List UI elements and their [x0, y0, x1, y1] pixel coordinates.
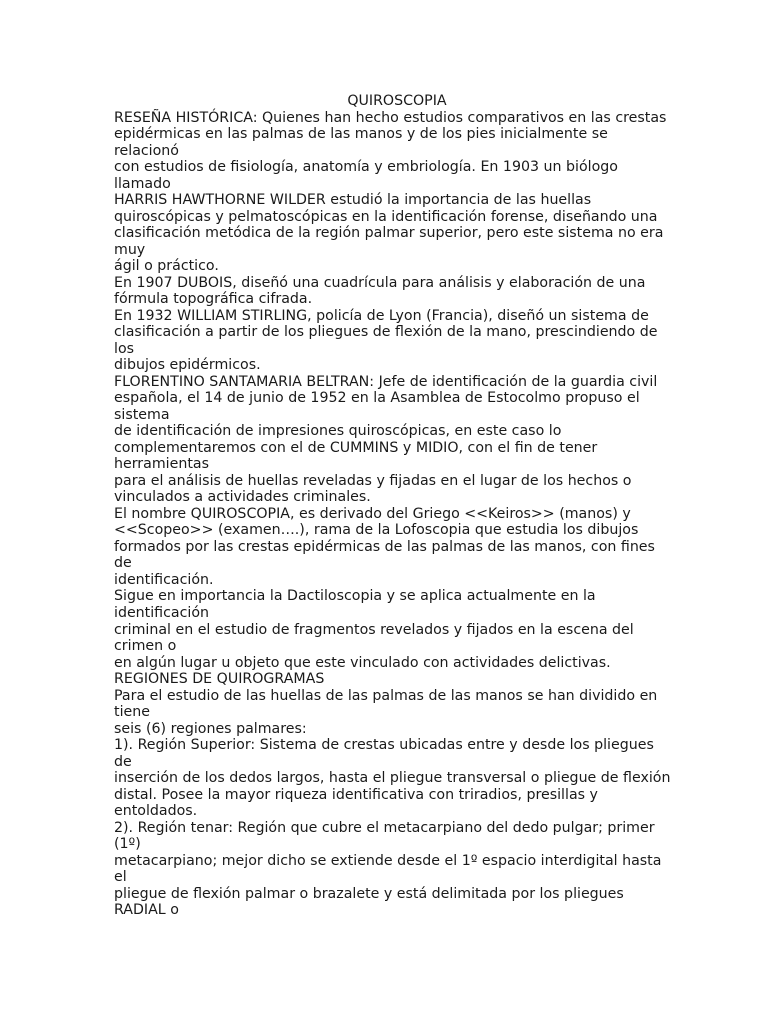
text-line: inserción de los dedos largos, hasta el pliegue transversal o pliegue de flexión [114, 770, 671, 787]
text-line: de identificación de impresiones quiroscópicas, en este caso lo [114, 423, 562, 440]
text-line: HARRIS HAWTHORNE WILDER estudió la importancia de las huellas [114, 192, 592, 209]
document-body [114, 110, 674, 919]
text-line: entoldados. [114, 803, 198, 820]
text-line: sistema [114, 406, 170, 423]
text-line: con estudios de fisiología, anatomía y embriología. En 1903 un biólogo [114, 159, 618, 176]
text-line: REGIONES DE QUIROGRAMAS [114, 671, 325, 688]
text-line: identificación [114, 604, 210, 621]
text-line: 2). Región tenar: Región que cubre el metacarpiano del dedo pulgar; primer [114, 819, 655, 836]
text-line: para el análisis de huellas reveladas y fijadas en el lugar de los hechos o [114, 472, 632, 489]
text-line: española, el 14 de junio de 1952 en la Asamblea de Estocolmo propuso el [114, 390, 640, 407]
text-line: llamado [114, 175, 171, 192]
text-line: En 1932 WILLIAM STIRLING, policía de Lyon (Francia), diseñó un sistema de [114, 307, 649, 324]
text-line: Sigue en importancia la Dactiloscopia y se aplica actualmente en la [114, 588, 596, 605]
text-line: identificación. [114, 571, 214, 588]
text-line: Para el estudio de las huellas de las palmas de las manos se han dividido en [114, 687, 658, 704]
text-line: formados por las crestas epidérmicas de las palmas de las manos, con fines [114, 538, 655, 555]
text-line: El nombre QUIROSCOPIA, es derivado del Griego <<Keiros>> (manos) y [114, 505, 631, 522]
document-page [114, 93, 674, 919]
text-line: clasificación a partir de los pliegues de flexión de la mano, prescindiendo de [114, 324, 658, 341]
text-line: los [114, 340, 135, 357]
text-line: el [114, 869, 127, 886]
text-line: relacionó [114, 142, 179, 159]
text-line: de [114, 555, 132, 572]
text-line: criminal en el estudio de fragmentos revelados y fijados en la escena del [114, 621, 634, 638]
text-line: distal. Posee la mayor riqueza identificativa con triradios, presillas y [114, 786, 598, 803]
text-line: FLORENTINO SANTAMARIA BELTRAN: Jefe de identificación de la guardia civil [114, 373, 658, 390]
text-line: En 1907 DUBOIS, diseñó una cuadrícula para análisis y elaboración de una [114, 274, 646, 291]
text-line: <<Scopeo>> (examen….), rama de la Lofoscopia que estudia los dibujos [114, 522, 639, 539]
text-line: quiroscópicas y pelmatoscópicas en la identificación forense, diseñando una [114, 208, 658, 225]
text-line: en algún lugar u objeto que este vinculado con actividades delictivas. [114, 654, 611, 671]
text-line: crimen o [114, 638, 177, 655]
text-line: de [114, 753, 132, 770]
text-line: epidérmicas en las palmas de las manos y de los pies inicialmente se [114, 126, 608, 143]
text-line: vinculados a actividades criminales. [114, 489, 371, 506]
text-line: tiene [114, 704, 150, 721]
text-line: 1). Región Superior: Sistema de crestas ubicadas entre y desde los pliegues [114, 737, 654, 754]
text-line: dibujos epidérmicos. [114, 357, 261, 374]
text-line: muy [114, 241, 146, 258]
text-line: fórmula topográfica cifrada. [114, 291, 313, 308]
text-line: RADIAL o [114, 902, 179, 919]
text-line: clasificación metódica de la región palmar superior, pero este sistema no era [114, 225, 664, 242]
text-line: metacarpiano; mejor dicho se extiende desde el 1º espacio interdigital hasta [114, 852, 662, 869]
text-line: (1º) [114, 836, 141, 853]
text-line: complementaremos con el de CUMMINS y MIDIO, con el fin de tener [114, 439, 598, 456]
document-title: QUIROSCOPIA [347, 93, 447, 109]
text-line: seis (6) regiones palmares: [114, 720, 307, 737]
text-line: pliegue de flexión palmar o brazalete y está delimitada por los pliegues [114, 885, 624, 902]
text-line: ágil o práctico. [114, 258, 219, 275]
text-line: herramientas [114, 456, 209, 473]
text-line: RESEÑA HISTÓRICA: Quienes han hecho estudios comparativos en las crestas [114, 109, 667, 126]
